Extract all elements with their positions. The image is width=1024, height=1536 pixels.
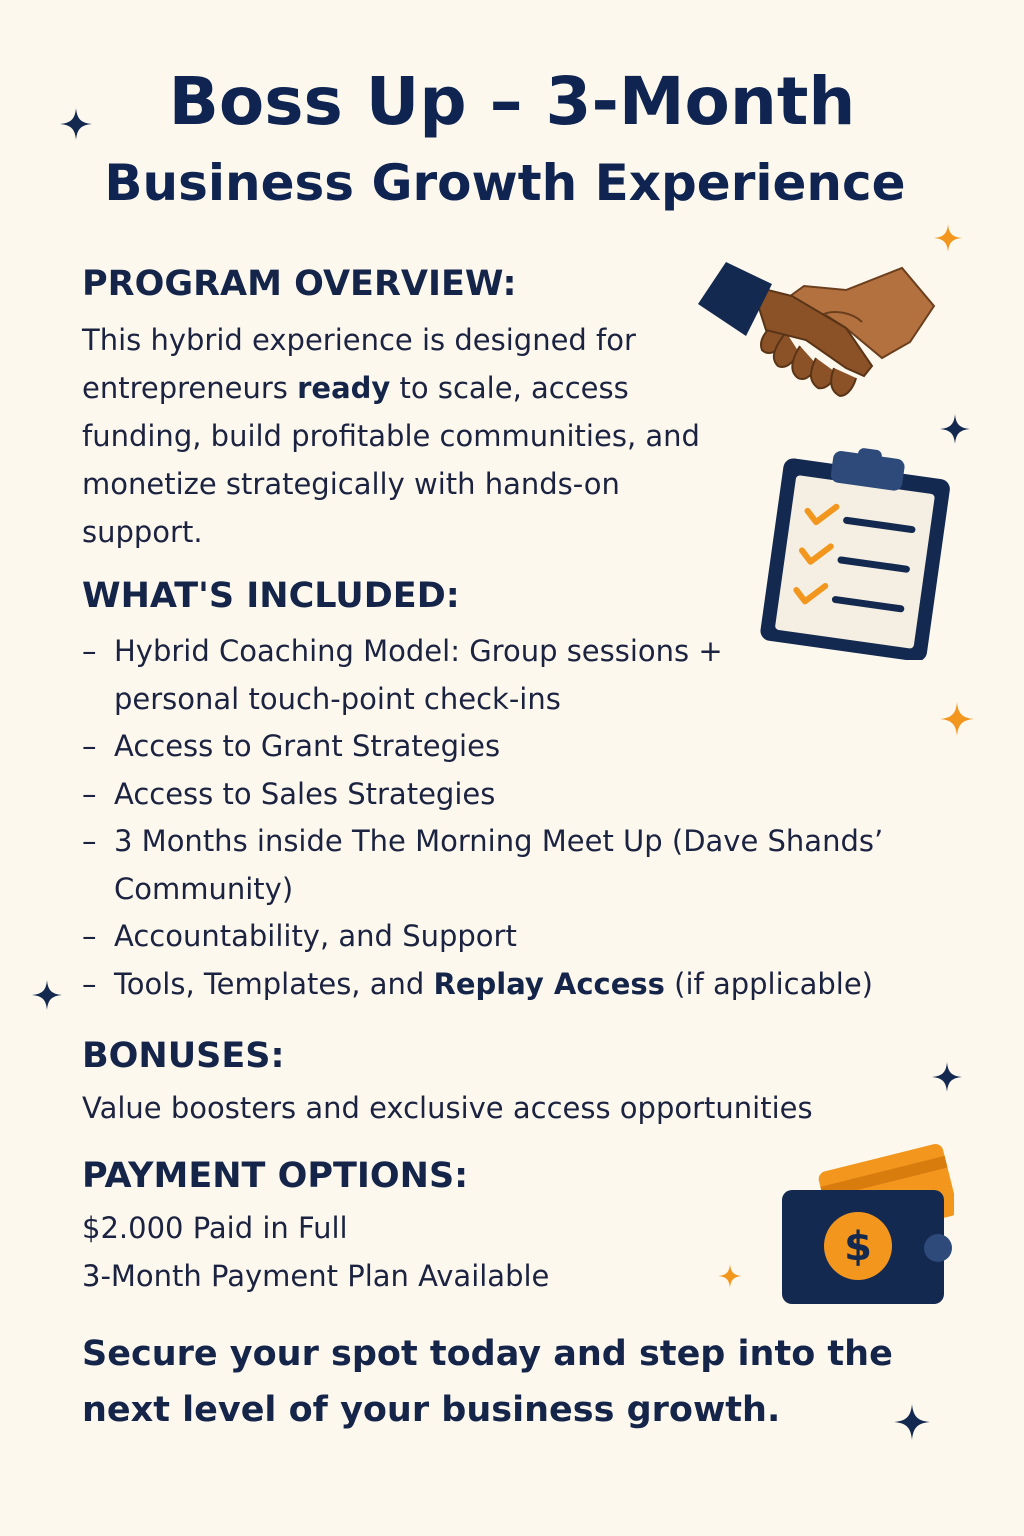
payment-option-plan: 3-Month Payment Plan Available — [82, 1259, 550, 1293]
handshake-icon — [696, 256, 948, 406]
overview-line: support. — [82, 515, 203, 549]
sparkle-icon — [894, 1404, 930, 1440]
list-item: – Access to Sales Strategies — [82, 776, 496, 811]
sparkle-icon — [934, 224, 962, 252]
overview-line: entrepreneurs ready to scale, access — [82, 371, 629, 405]
list-item: – 3 Months inside The Morning Meet Up (Dave Shands’ Community) — [82, 824, 884, 906]
overview-line: monetize strategically with hands-on — [82, 467, 620, 501]
sparkle-icon — [32, 980, 62, 1010]
list-item: – Hybrid Coaching Model: Group sessions + personal touch-point check-ins — [82, 634, 723, 716]
sparkle-icon — [940, 414, 970, 444]
page-subtitle: Business Growth Experience — [104, 154, 906, 212]
wallet-dollar-icon — [778, 1134, 954, 1306]
payment-option-full: $2.000 Paid in Full — [82, 1211, 348, 1245]
replay-access-emphasis: Replay Access — [433, 966, 665, 1001]
list-item: – Tools, Templates, and Replay Access (if applicable) — [82, 966, 873, 1001]
dollar-sign: $ — [844, 1224, 872, 1270]
payment-heading: PAYMENT OPTIONS: — [82, 1156, 469, 1196]
bonuses-text: Value boosters and exclusive access opportunities — [82, 1091, 813, 1125]
sparkle-icon — [60, 108, 92, 140]
overview-line: funding, build profitable communities, and — [82, 419, 700, 453]
list-item: – Accountability, and Support — [82, 919, 517, 953]
list-item: – Access to Grant Strategies — [82, 729, 501, 763]
bonuses-heading: BONUSES: — [82, 1036, 285, 1076]
overview-line: This hybrid experience is designed for — [82, 323, 636, 357]
included-list — [82, 628, 883, 1008]
included-heading: WHAT'S INCLUDED: — [82, 576, 460, 616]
page-title: Boss Up – 3-Month — [168, 63, 856, 140]
sparkle-icon — [932, 1062, 962, 1092]
clipboard-checklist-icon — [758, 448, 954, 660]
overview-emphasis: ready — [297, 371, 391, 405]
sparkle-icon — [940, 702, 974, 736]
call-to-action: Secure your spot today and step into the next level of your business growth. — [82, 1334, 893, 1430]
overview-heading: PROGRAM OVERVIEW: — [82, 264, 517, 304]
sparkle-icon — [718, 1264, 742, 1288]
overview-text — [82, 316, 742, 556]
